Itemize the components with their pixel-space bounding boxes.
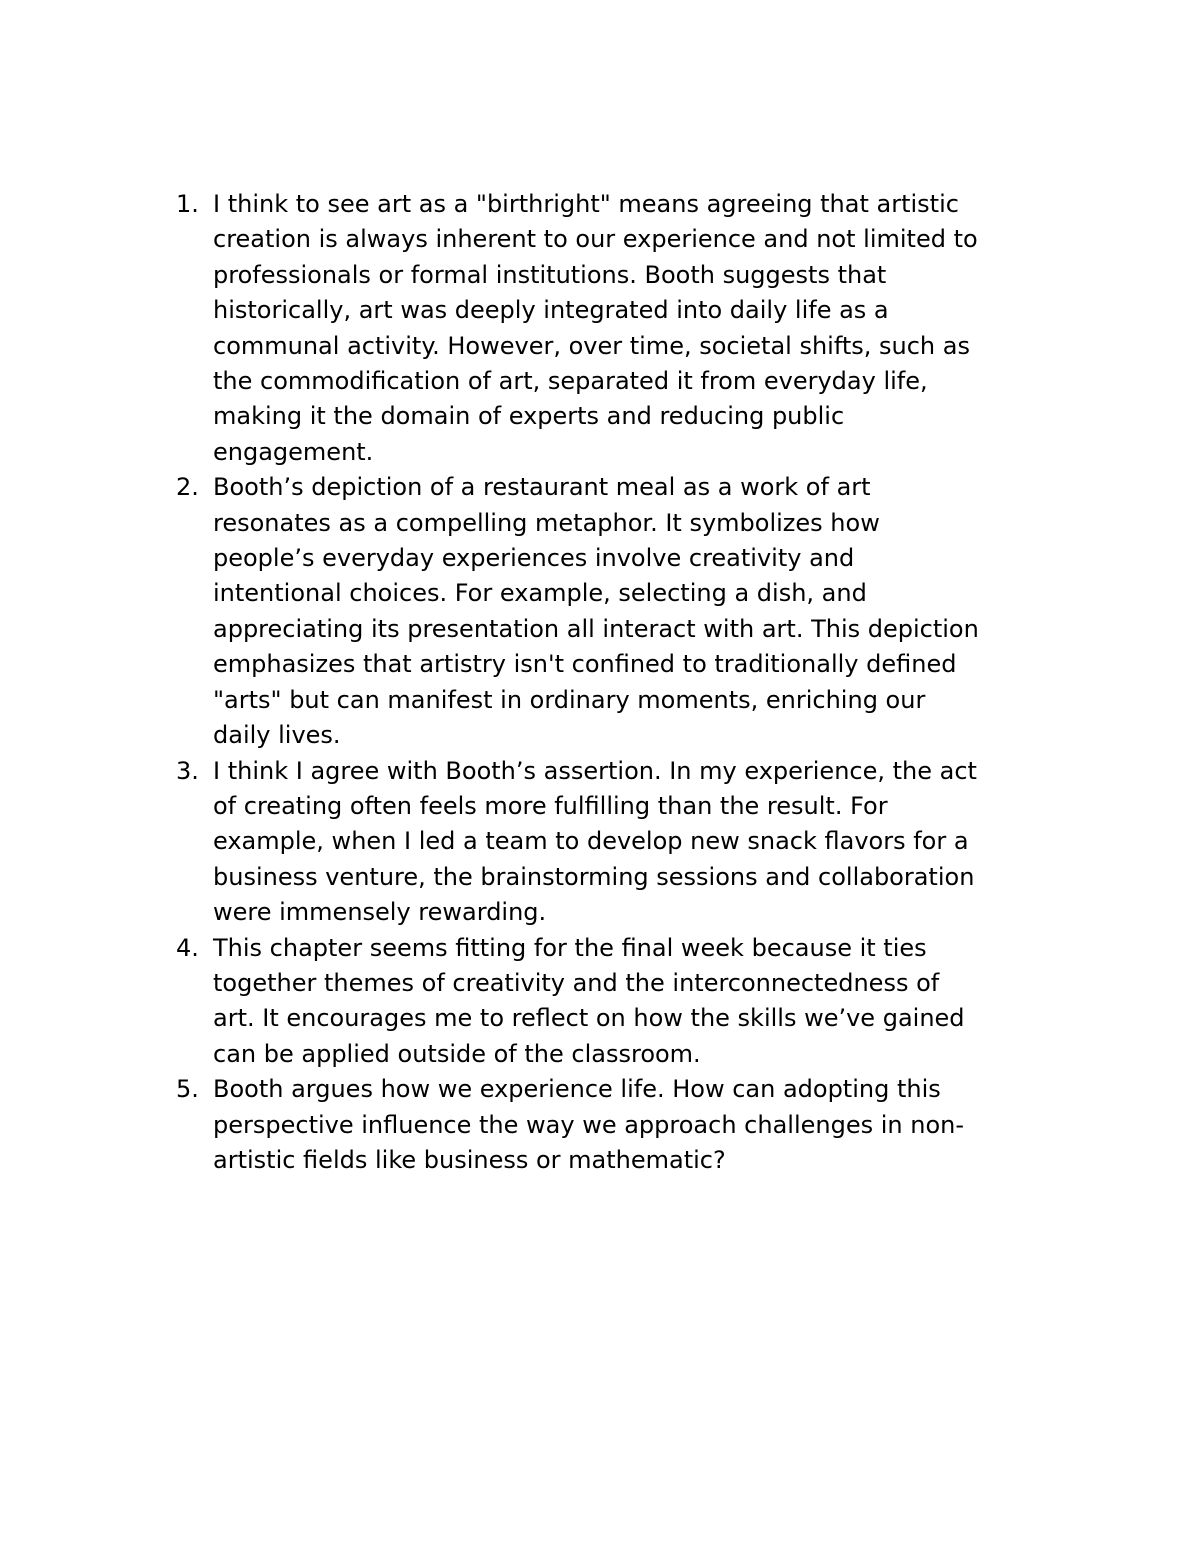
list-item bbox=[174, 1072, 1074, 1178]
list-item-text: I think to see art as a "birthright" means agreeing that artistic creation is always inherent to our experience and not limited to professionals or formal institutions. Booth suggests that historically, art was deeply integrated into daily life as a communal activity. However, over time, societal shifts, such as the commodification of art, separated it from everyday life, making it the domain of experts and reducing public engagement. bbox=[213, 190, 978, 466]
list-item-number: 5. bbox=[176, 1075, 199, 1104]
numbered-list bbox=[174, 187, 1074, 1178]
list-item-text: Booth’s depiction of a restaurant meal as a work of art resonates as a compelling metaphor. It symbolizes how people’s everyday experiences involve creativity and intentional choices. For example, selecting a dish, and appreciating its presentation all interact with art. This depiction emphasizes that artistry isn't confined to traditionally defined "arts" but can manifest in ordinary moments, enriching our daily lives. bbox=[213, 473, 979, 750]
list-item-text: This chapter seems fitting for the final week because it ties together themes of creativity and the interconnectedness of art. It encourages me to reflect on how the skills we’ve gained can be applied outside of the classroom. bbox=[213, 933, 965, 1068]
list-item-text: I think I agree with Booth’s assertion. In my experience, the act of creating often feels more fulfilling than the result. For example, when I led a team to develop new snack flavors for a business venture, the brainstorming sessions and collaboration were immensely rewarding. bbox=[213, 756, 977, 927]
list-item-number: 3. bbox=[176, 756, 199, 785]
list-item-text: Booth argues how we experience life. How can adopting this perspective influence the way we approach challenges in non- artistic fields like business or mathematic? bbox=[213, 1075, 964, 1174]
list-item-number: 2. bbox=[176, 473, 199, 502]
list-item bbox=[174, 931, 1074, 1073]
list-item bbox=[174, 187, 1074, 470]
list-item bbox=[174, 754, 1074, 931]
list-item-number: 4. bbox=[176, 933, 199, 962]
list-item bbox=[174, 470, 1074, 753]
list-item-number: 1. bbox=[176, 190, 199, 218]
